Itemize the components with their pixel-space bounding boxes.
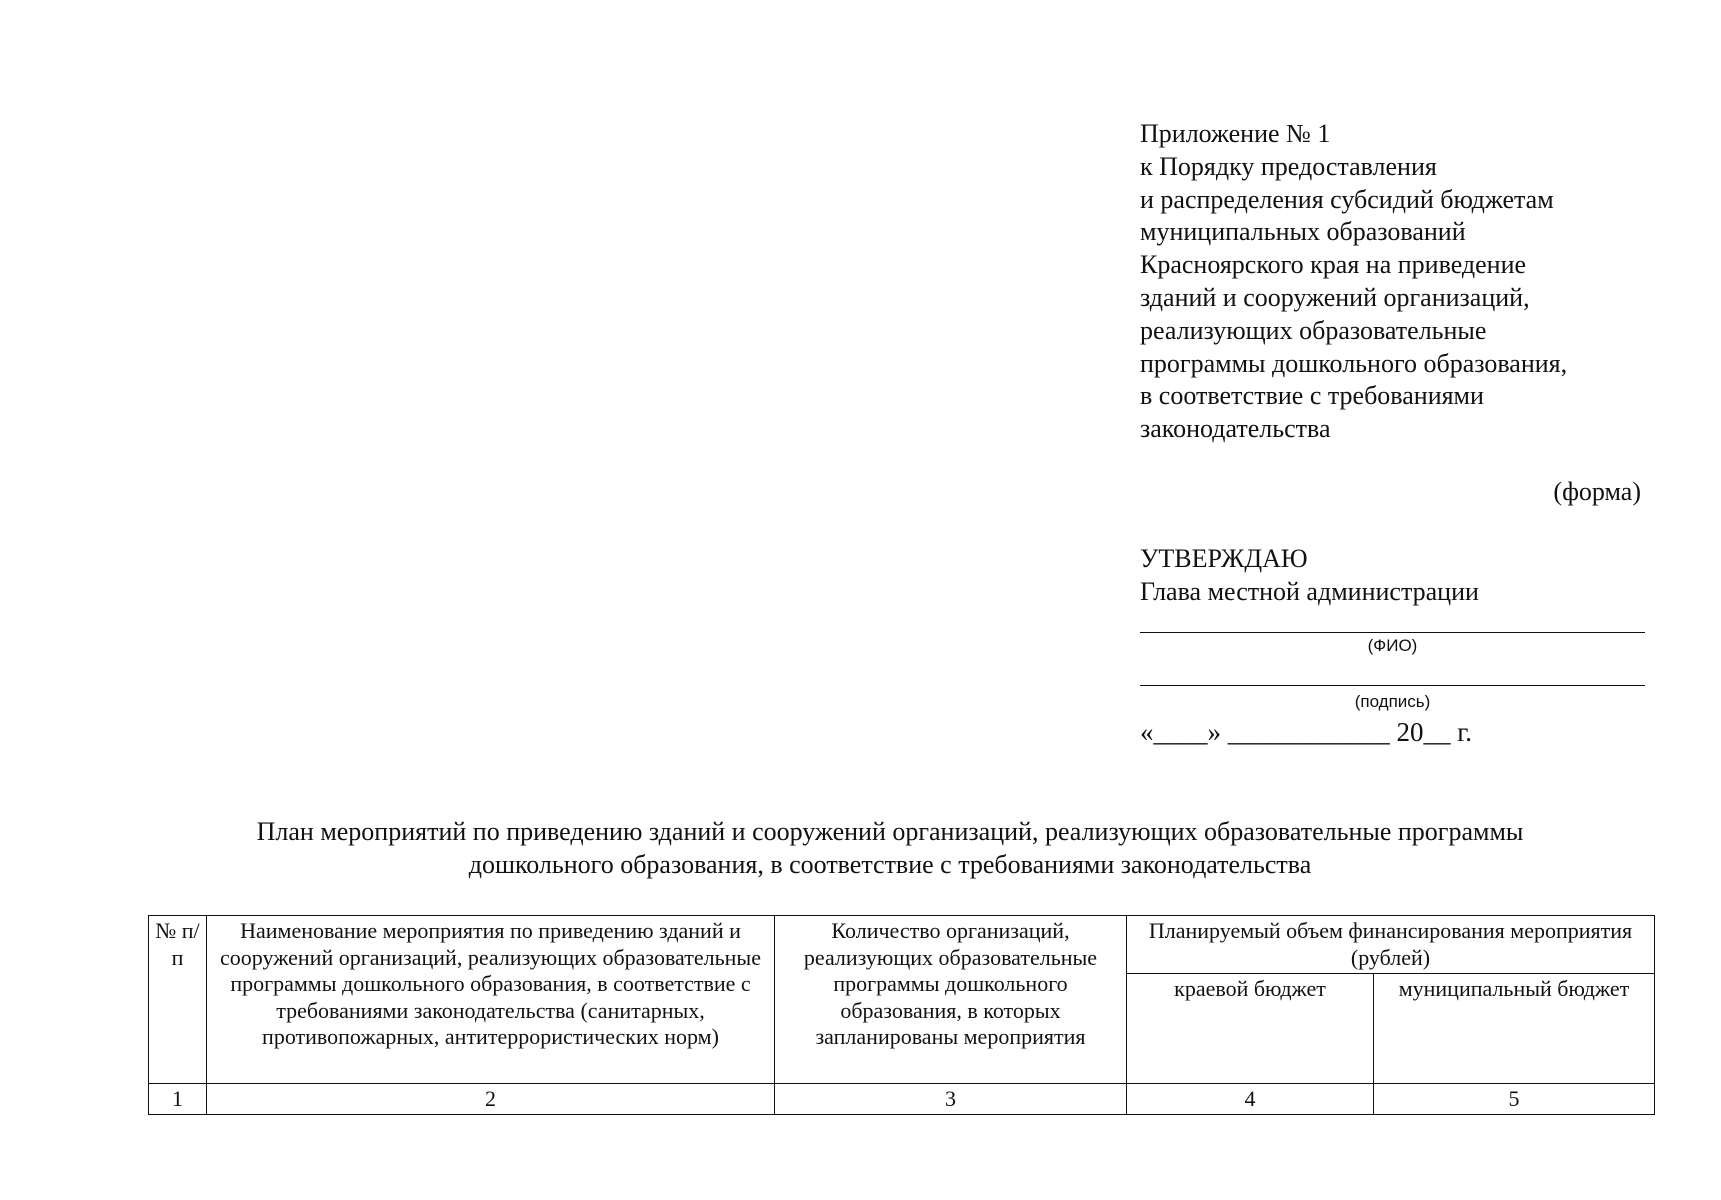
appendix-block [1140, 118, 1660, 446]
fio-line [1140, 632, 1645, 633]
appendix-line: законодательства [1140, 414, 1331, 444]
column-number: 4 [1127, 1084, 1374, 1115]
header-organization-count: Количество организаций, реализующих образовательные программы дошкольного образования, в которых запланированы мероприятия [775, 916, 1127, 1084]
column-number: 1 [149, 1084, 207, 1115]
appendix-line: Красноярского края на приведение [1140, 250, 1527, 280]
plan-title-line: План мероприятий по приведению зданий и сооружений организаций, реализующих образовательные программы [256, 817, 1524, 846]
header-number: № п/п [149, 916, 207, 1084]
plan-table [148, 915, 1655, 1115]
form-label: (форма) [1553, 477, 1641, 506]
appendix-line: зданий и сооружений организаций, [1140, 282, 1530, 312]
appendix-line: Приложение № 1 [1140, 119, 1331, 148]
approval-title: УТВЕРЖДАЮ [1140, 544, 1308, 573]
appendix-line: к Порядку предоставления [1140, 151, 1437, 181]
approval-block [1140, 542, 1645, 748]
approval-position: Глава местной администрации [1140, 577, 1479, 606]
table-number-row [149, 1084, 1655, 1115]
header-municipal-budget: муниципальный бюджет [1374, 974, 1655, 1084]
signature-caption: (подпись) [1354, 692, 1431, 711]
fio-caption: (ФИО) [1367, 636, 1418, 655]
plan-title [120, 816, 1660, 881]
header-funding-group: Планируемый объем финансирования мероприятия (рублей) [1127, 916, 1655, 974]
column-number: 2 [207, 1084, 775, 1115]
signature-line [1140, 685, 1645, 686]
date-line: «____» ____________ 20__ г. [1140, 717, 1473, 747]
appendix-line: муниципальных образований [1140, 217, 1466, 247]
column-number: 3 [775, 1084, 1127, 1115]
appendix-line: реализующих образовательные [1140, 315, 1487, 345]
appendix-line: программы дошкольного образования, [1140, 348, 1568, 378]
table-header-row [149, 916, 1655, 974]
header-regional-budget: краевой бюджет [1127, 974, 1374, 1084]
column-number: 5 [1374, 1084, 1655, 1115]
appendix-line: и распределения субсидий бюджетам [1140, 184, 1554, 214]
header-activity-name: Наименование мероприятия по приведению зданий и сооружений организаций, реализующих образовательные программы дошкольного образования, в соответствие с требованиями законодательства (санитарных, противопожарных, антитеррористических норм) [207, 916, 775, 1084]
appendix-line: в соответствие с требованиями [1140, 381, 1484, 411]
plan-title-line: дошкольного образования, в соответствие с требованиями законодательства [468, 849, 1312, 879]
